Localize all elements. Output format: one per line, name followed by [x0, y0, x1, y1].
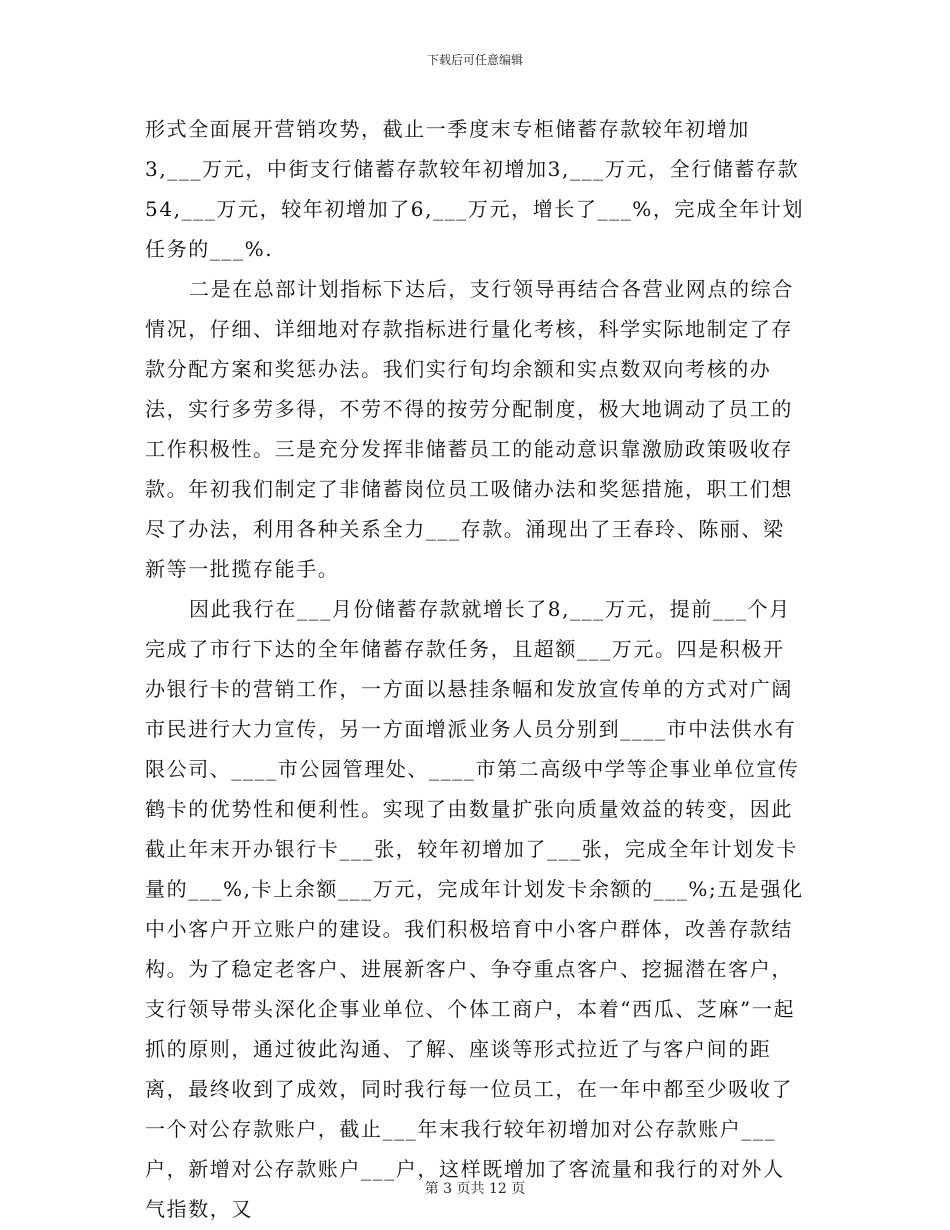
page-header: 下载后可任意编辑 — [426, 53, 523, 67]
paragraph-1: 形式全面展开营销攻势，截止一季度末专柜储蓄存款较年初增加3,___万元，中街支行储蓄存款较年初增加3,___万元，全行储蓄存款54,___万元，较年初增加了6,___万元，增长了___%，完成全年计划任务的___%. — [145, 117, 805, 261]
document-body — [145, 109, 805, 1229]
paragraph-3: 因此我行在___月份储蓄存款就增长了8,___万元，提前___个月完成了市行下达的全年储蓄存款任务，且超额___万元。四是积极开办银行卡的营销工作，一方面以悬挂条幅和发放宣传单的方式对广阔市民进行大力宣传，另一方面增派业务人员分别到____市中法供水有限公司、____市公园管理处、____市第二高级中学等企事业单位宣传鹤卡的优势性和便利性。实现了由数量扩张向质量效益的转变，因此截止年末开办银行卡___张，较年初增加了___张，完成全年计划发卡量的___%,卡上余额___万元，完成年计划发卡余额的___%;五是强化中小客户开立账户的建设。我们积极培育中小客户群体，改善存款结构。为了稳定老客户、进展新客户、争夺重点客户、挖掘潜在客户，支行领导带头深化企事业单位、个体工商户，本着“西瓜、芝麻”一起抓的原则，通过彼此沟通、了解、座谈等形式拉近了与客户间的距离，最终收到了成效，同时我行每一位员工，在一年中都至少吸收了一个对公存款账户，截止___年末我行较年初增加对公存款账户___户，新增对公存款账户___户，这样既增加了客流量和我行的对外人气指数，又 — [145, 597, 804, 1221]
page-number: 第 3 页共 12 页 — [424, 1181, 526, 1197]
paragraph-2: 二是在总部计划指标下达后，支行领导再结合各营业网点的综合情况，仔细、详细地对存款指标进行量化考核，科学实际地制定了存款分配方案和奖惩办法。我们实行旬均余额和实点数双向考核的办法，实行多劳多得，不劳不得的按劳分配制度，极大地调动了员工的工作积极性。三是充分发挥非储蓄员工的能动意识靠激励政策吸收存款。年初我们制定了非储蓄岗位员工吸储办法和奖惩措施，职工们想尽了办法，利用各种关系全力___存款。涌现出了王春玲、陈丽、梁新等一批揽存能手。 — [145, 277, 794, 581]
